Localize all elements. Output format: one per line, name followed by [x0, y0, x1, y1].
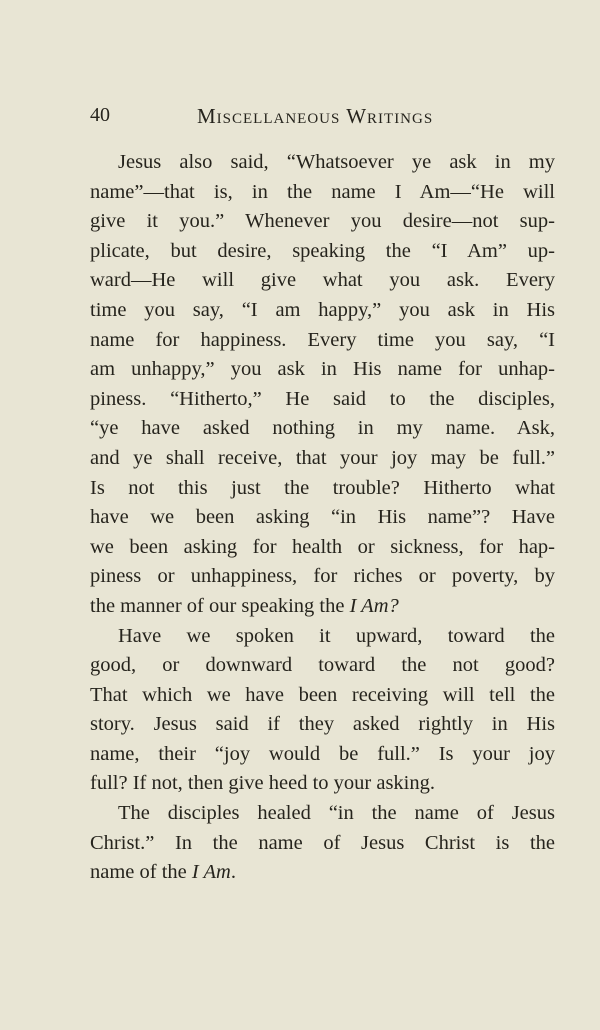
- text-line: name for happiness. Every time you say, “I: [90, 328, 555, 351]
- text-line: Have we spoken it upward, toward the: [118, 624, 555, 647]
- running-title: Miscellaneous Writings: [197, 104, 434, 128]
- text-line: name”—that is, in the name I Am—“He will: [90, 180, 555, 203]
- page-number: 40: [90, 104, 110, 126]
- italic-i-am: I Am: [191, 861, 231, 884]
- text-line: Is not this just the trouble? Hitherto what: [90, 476, 555, 499]
- text-line: That which we have been receiving will tell the: [90, 683, 555, 706]
- text-line: Jesus also said, “Whatsoever ye ask in my: [118, 151, 555, 173]
- text-line: time you say, “I am happy,” you ask in His: [90, 298, 555, 321]
- text-line: am unhappy,” you ask in His name for unhap-: [90, 358, 555, 381]
- text-line: piness. “Hitherto,” He said to the disciples,: [90, 387, 555, 410]
- text-line: piness or unhappiness, for riches or poverty, by: [90, 565, 555, 588]
- text-line: Christ.” In the name of Jesus Christ is the: [90, 831, 555, 854]
- text-line: plicate, but desire, speaking the “I Am” up-: [90, 239, 555, 262]
- text-line: ward—He will give what you ask. Every: [90, 269, 555, 292]
- period: .: [230, 861, 236, 884]
- text-line: [90, 592, 555, 622]
- text-line: “ye have asked nothing in my name. Ask,: [90, 417, 555, 440]
- text-line: we been asking for health or sickness, for hap-: [90, 535, 555, 558]
- page-body: [90, 148, 555, 888]
- text-line: have we been asking “in His name”? Have: [90, 506, 555, 529]
- text-line: The disciples healed “in the name of Jesus: [118, 802, 555, 825]
- text-line: name, their “joy would be full.” Is your joy: [90, 742, 555, 765]
- running-header: [90, 104, 555, 130]
- text-line: and ye shall receive, that your joy may be full.”: [90, 446, 555, 469]
- text-line: give it you.” Whenever you desire—not sup-: [90, 210, 555, 233]
- line-text: the manner of our speaking the: [90, 594, 350, 617]
- line-text: name of the: [90, 861, 192, 884]
- text-line: full? If not, then give heed to your asking.: [90, 772, 435, 795]
- text-line: good, or downward toward the not good?: [90, 654, 555, 677]
- text-line: [90, 858, 555, 888]
- text-line: story. Jesus said if they asked rightly in His: [90, 713, 555, 736]
- italic-i-am: I Am?: [349, 594, 399, 617]
